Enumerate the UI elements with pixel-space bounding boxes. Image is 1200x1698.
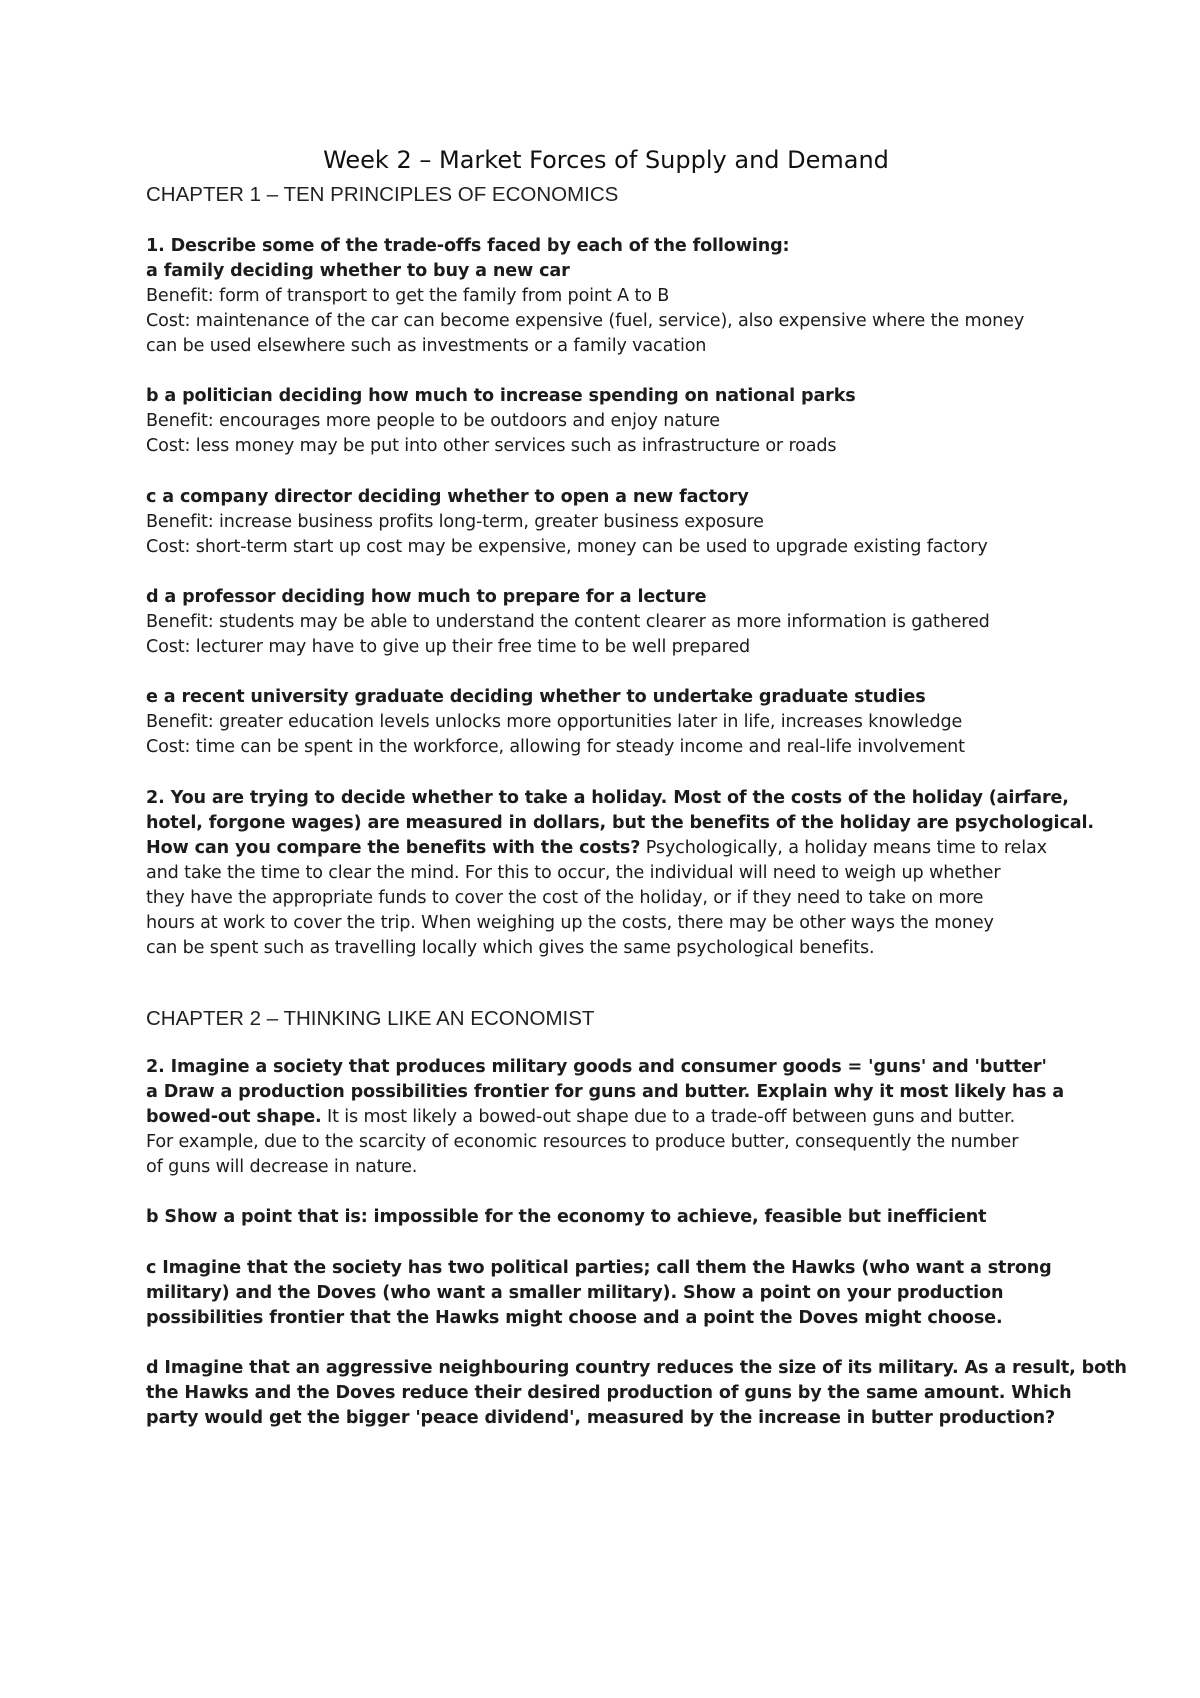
q1e-question: e a recent university graduate deciding whether to undertake graduate studies (146, 687, 926, 707)
q2-question-tail: How can you compare the benefits with the costs? (146, 838, 641, 858)
ch2-q2a-answer-line3: For example, due to the scarcity of economic resources to produce butter, consequently the number (146, 1132, 1019, 1152)
q1b-benefit: Benefit: encourages more people to be outdoors and enjoy nature (146, 411, 720, 431)
ch2-q2a-question-tail: bowed-out shape. (146, 1107, 322, 1127)
q2-answer-line5: they have the appropriate funds to cover the cost of the holiday, or if they need to take on more (146, 888, 984, 908)
ch2-q2a-line2 (146, 1104, 1015, 1130)
q1d-question: d a professor deciding how much to prepare for a lecture (146, 587, 707, 607)
q1b-question: b a politician deciding how much to increase spending on national parks (146, 386, 856, 406)
ch2-q2a-answer-start: It is most likely a bowed-out shape due to a trade-off between guns and butter. (321, 1107, 1016, 1127)
q1c-benefit: Benefit: increase business profits long-term, greater business exposure (146, 512, 764, 532)
q1a-cost-line2: can be used elsewhere such as investments or a family vacation (146, 336, 707, 356)
ch2-q2c-line3: possibilities frontier that the Hawks might choose and a point the Doves might choose. (146, 1308, 1003, 1328)
ch2-q2a-line1: a Draw a production possibilities frontier for guns and butter. Explain why it most likely has a (146, 1082, 1065, 1102)
q1b-cost: Cost: less money may be put into other services such as infrastructure or roads (146, 436, 837, 456)
ch2-q2d-line1: d Imagine that an aggressive neighbouring country reduces the size of its military. As a result, both (146, 1358, 1127, 1378)
q2-answer-start: Psychologically, a holiday means time to relax (640, 838, 1047, 858)
q2-question-line2: hotel, forgone wages) are measured in dollars, but the benefits of the holiday are psychological. (146, 813, 1094, 833)
q1a-benefit: Benefit: form of transport to get the family from point A to B (146, 286, 670, 306)
ch2-q2c-line2: military) and the Doves (who want a smaller military). Show a point on your production (146, 1283, 1004, 1303)
q1e-benefit: Benefit: greater education levels unlocks more opportunities later in life, increases knowledge (146, 712, 963, 732)
q1a-cost-line1: Cost: maintenance of the car can become expensive (fuel, service), also expensive where the money (146, 311, 1025, 331)
ch2-q2d-line2: the Hawks and the Doves reduce their desired production of guns by the same amount. Which (146, 1383, 1072, 1403)
q1c-cost: Cost: short-term start up cost may be expensive, money can be used to upgrade existing factory (146, 537, 988, 557)
ch2-q2b: b Show a point that is: impossible for the economy to achieve, feasible but inefficient (146, 1207, 987, 1227)
chapter-2-heading: CHAPTER 2 – THINKING LIKE AN ECONOMIST (146, 1007, 595, 1030)
q2-question-line1: 2. You are trying to decide whether to take a holiday. Most of the costs of the holiday (airfare, (146, 788, 1069, 808)
q1a-question: a family deciding whether to buy a new car (146, 261, 570, 281)
q1-prompt: 1. Describe some of the trade-offs faced by each of the following: (146, 236, 790, 256)
q2-answer-line7: can be spent such as travelling locally which gives the same psychological benefits. (146, 938, 875, 958)
ch2-q2a-answer-line4: of guns will decrease in nature. (146, 1157, 418, 1177)
page-title: Week 2 – Market Forces of Supply and Demand (323, 146, 889, 174)
q2-question-line3 (146, 835, 1047, 861)
q1d-benefit: Benefit: students may be able to understand the content clearer as more information is gathered (146, 612, 990, 632)
ch2-q2d-line3: party would get the bigger 'peace dividend', measured by the increase in butter production? (146, 1408, 1056, 1428)
ch2-q2-intro: 2. Imagine a society that produces military goods and consumer goods = 'guns' and 'butter' (146, 1057, 1047, 1077)
q1e-cost: Cost: time can be spent in the workforce, allowing for steady income and real-life involvement (146, 737, 965, 757)
q1c-question: c a company director deciding whether to open a new factory (146, 487, 749, 507)
q2-answer-line4: and take the time to clear the mind. For this to occur, the individual will need to weigh up whether (146, 863, 1001, 883)
q1d-cost: Cost: lecturer may have to give up their free time to be well prepared (146, 637, 751, 657)
ch2-q2c-line1: c Imagine that the society has two political parties; call them the Hawks (who want a strong (146, 1258, 1052, 1278)
q2-answer-line6: hours at work to cover the trip. When weighing up the costs, there may be other ways the money (146, 913, 994, 933)
chapter-1-heading: CHAPTER 1 – TEN PRINCIPLES OF ECONOMICS (146, 183, 619, 206)
